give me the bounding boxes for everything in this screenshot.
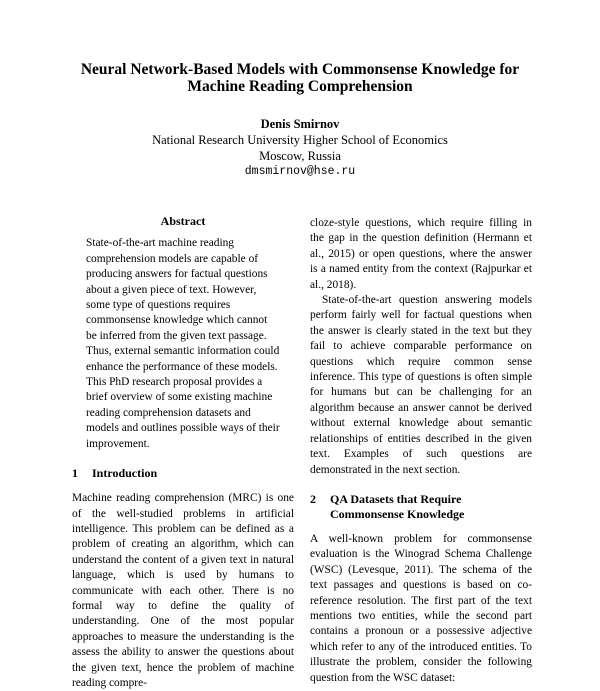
introduction-paragraph-2: State-of-the-art question answering models perform fairly well for factual questions when the answer is clearly stated in the text but they fail to achieve comparable performance on questions which require common sense inference. This type of questions is often simple for humans but can be challenging for an algorithm because an answer cannot be derived without external knowledge about semantic relationships of entities described in the given text. Examples of such questions are demonstrated in the next section. [310,294,532,476]
section-2-heading [310,492,532,522]
section-2-number: 2 [310,491,316,506]
paper-title-line-1: Neural Network-Based Models with Commonsense Knowledge for [80,61,520,78]
author-block [100,116,500,180]
section-1-title: Introduction [92,466,158,481]
section-1-heading [72,466,294,481]
paper-title-line-2: Machine Reading Comprehension [187,78,413,95]
paper-title [60,61,540,95]
section-2-title-line-1: QA Datasets that Require [330,491,462,506]
abstract-heading: Abstract [160,214,206,228]
author-email[interactable]: dmsmirnov@hse.ru [244,165,356,178]
author-name: Denis Smirnov [260,117,340,131]
section-1-number: 1 [72,466,78,481]
section-2-paragraph-1: A well-known problem for commonsense evaluation is the Winograd Schema Challenge (WSC) (Levesque, 2011). The schema of the text passages and questions is based on co-reference resolution. The first part of the text mentions two entities, while the second part contains a pronoun or a possessive adjective which refer to any of the introduced entities. To illustrate the problem, consider the following question from the WSC dataset: [310,532,532,684]
author-location: Moscow, Russia [259,149,341,163]
author-affiliation: National Research University Higher School of Economics [152,133,448,147]
introduction-paragraph-1: Machine reading comprehension (MRC) is one of the well-studied problems in artificial intelligence. This problem can be defined as a problem of creating an algorithm, which can understand the content of a given text in natural language, which is used by humans to communicate with each other. There is no formal way to define the quality of understanding. One of the most popular approaches to measure the understanding is the assess the ability to answer the questions about the given text, hence the problem of machine reading compre- [72,492,294,689]
right-column [310,216,532,686]
abstract-text: State-of-the-art machine reading comprehension models are capable of producing answers for factual questions about a given piece of text. However, some type of questions requires commonsense knowledge which cannot be inferred from the given text passage. Thus, external semantic information could enhance the performance of these models. This PhD research proposal provides a brief overview of some existing machine reading comprehension datasets and models and outlines possible ways of their improvement. [86,237,280,450]
section-2-title-line-2: Commonsense Knowledge [330,506,465,521]
left-column [72,214,294,691]
introduction-paragraph-continued: cloze-style questions, which require filling in the gap in the question definition (Hermann et al., 2015) or open questions, where the answer is a named entity from the context (Rajpurkar et al., 2018). [310,217,532,291]
